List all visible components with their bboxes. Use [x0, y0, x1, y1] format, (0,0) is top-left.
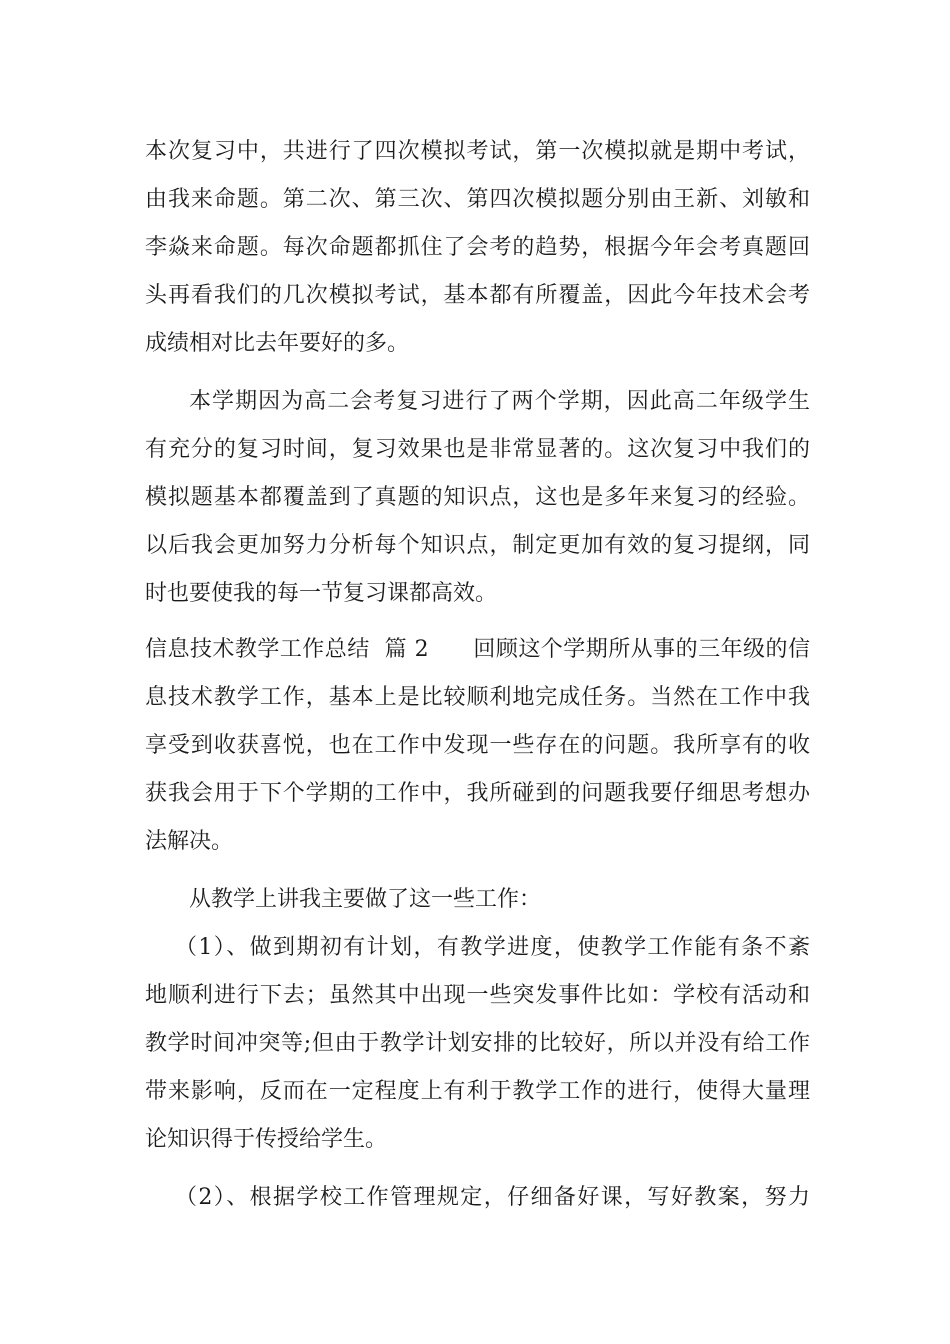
text-line: （2）、根据学校工作管理规定，仔细备好课，写好教案，努力 — [175, 1185, 810, 1210]
text-line: 以后我会更加努力分析每个知识点，制定更加有效的复习提纲，同 — [145, 533, 810, 558]
text-line: 法解决。 — [145, 829, 234, 854]
text-line: 享受到收获喜悦，也在工作中发现一些存在的问题。我所享有的收 — [145, 733, 810, 758]
text-line: 成绩相对比去年要好的多。 — [145, 331, 410, 356]
text-line: 本学期因为高二会考复习进行了两个学期，因此高二年级学生 — [189, 389, 810, 414]
text-line: 带来影响，反而在一定程度上有利于教学工作的进行，使得大量理 — [145, 1079, 810, 1104]
text-line: （1）、做到期初有计划，有教学进度，使教学工作能有条不紊 — [175, 935, 810, 960]
text-line: 获我会用于下个学期的工作中，我所碰到的问题我要仔细思考想办 — [145, 781, 810, 806]
text-line: 本次复习中，共进行了四次模拟考试，第一次模拟就是期中考试， — [145, 139, 810, 164]
text-line: 有充分的复习时间，复习效果也是非常显著的。这次复习中我们的 — [145, 437, 810, 462]
text-line: 李焱来命题。每次命题都抓住了会考的趋势，根据今年会考真题回 — [145, 235, 810, 260]
text-line: 时也要使我的每一节复习课都高效。 — [145, 581, 498, 606]
section-heading-line: 信息技术教学工作总结 篇 2 回顾这个学期所从事的三年级的信 — [145, 637, 810, 662]
text-line: 从教学上讲我主要做了这一些工作： — [189, 887, 542, 912]
text-line: 地顺利进行下去；虽然其中出现一些突发事件比如：学校有活动和 — [145, 983, 810, 1008]
text-line: 论知识得于传授给学生。 — [145, 1127, 388, 1152]
text-line: 由我来命题。第二次、第三次、第四次模拟题分别由王新、刘敏和 — [145, 187, 810, 212]
text-line: 息技术教学工作，基本上是比较顺利地完成任务。当然在工作中我 — [145, 685, 810, 710]
text-line: 教学时间冲突等;但由于教学计划安排的比较好，所以并没有给工作 — [145, 1031, 810, 1056]
text-line: 模拟题基本都覆盖到了真题的知识点，这也是多年来复习的经验。 — [145, 485, 810, 510]
text-line: 头再看我们的几次模拟考试，基本都有所覆盖，因此今年技术会考 — [145, 283, 810, 308]
